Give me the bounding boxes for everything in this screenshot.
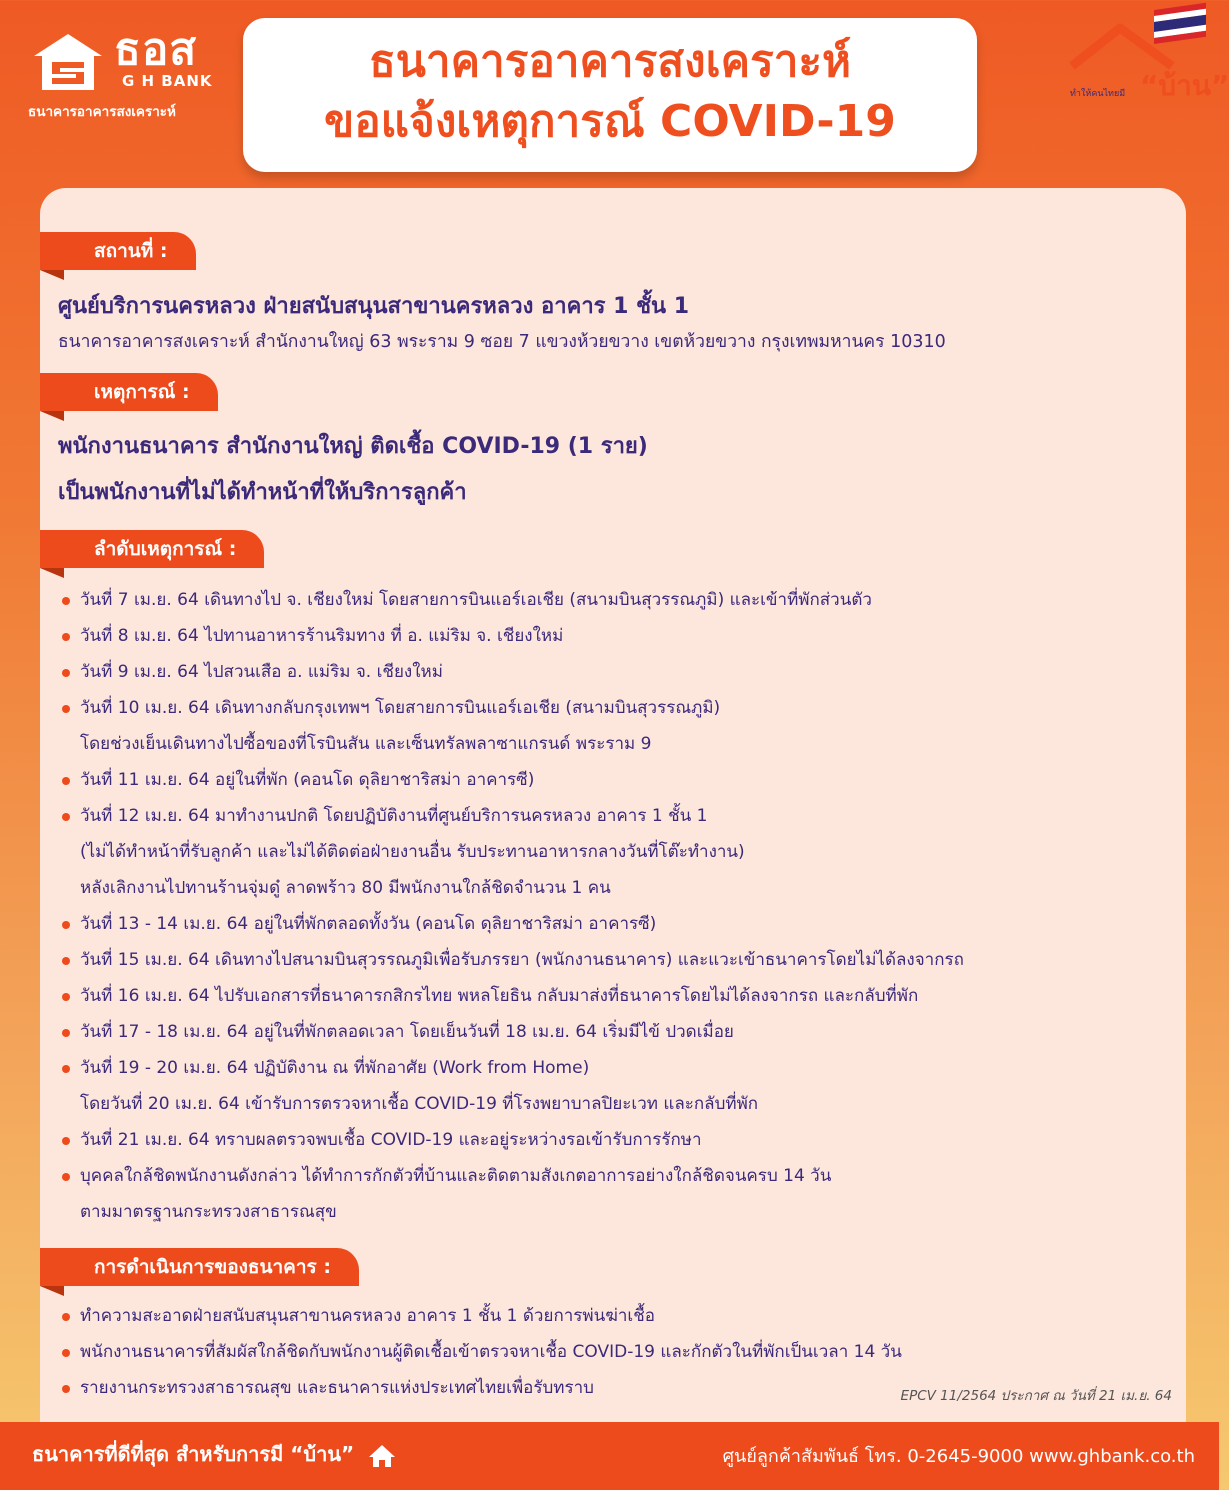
actions-list xyxy=(60,1298,902,1406)
page-title: ธนาคารอาคารสงเคราะห์ xyxy=(368,36,852,87)
logo-english: G H BANK xyxy=(122,72,213,90)
slogan-big: “บ้าน” xyxy=(1140,69,1229,102)
ghbank-logo-icon xyxy=(32,32,104,92)
list-item: ทำความสะอาดฝ่ายสนับสนุนสาขานครหลวง อาคาร 1 ชั้น 1 ด้วยการพ่นฆ่าเชื้อ xyxy=(60,1298,902,1334)
list-item: วันที่ 8 เม.ย. 64 ไปทานอาหารร้านริมทาง ที่ อ. แม่ริม จ. เชียงใหม่ xyxy=(60,618,964,654)
list-item: วันที่ 10 เม.ย. 64 เดินทางกลับกรุงเทพฯ โดยสายการบินแอร์เอเชีย (สนามบินสุวรรณภูมิ) โดยช่วงเย็นเดินทางไปซื้อของที่โรบินสัน และเซ็นทรัลพลาซาแกรนด์ พระราม 9 xyxy=(60,690,964,762)
footer xyxy=(0,1422,1219,1490)
list-item: วันที่ 19 - 20 เม.ย. 64 ปฏิบัติงาน ณ ที่พักอาศัย (Work from Home) โดยวันที่ 20 เม.ย. 64 เข้ารับการตรวจหาเชื้อ COVID-19 ที่โรงพยาบาลปิยะเวท และกลับที่พัก xyxy=(60,1050,964,1122)
content-card xyxy=(40,188,1186,1422)
location-address: ธนาคารอาคารสงเคราะห์ สำนักงานใหญ่ 63 พระราม 9 ซอย 7 แขวงห้วยขวาง เขตห้วยขวาง กรุงเทพมหานคร 10310 xyxy=(58,332,946,352)
list-item: วันที่ 21 เม.ย. 64 ทราบผลตรวจพบเชื้อ COVID-19 และอยู่ระหว่างรอเข้ารับการรักษา xyxy=(60,1122,964,1158)
list-item: รายงานกระทรวงสาธารณสุข และธนาคารแห่งประเทศไทยเพื่อรับทราบ xyxy=(60,1370,902,1406)
list-item: บุคคลใกล้ชิดพนักงานดังกล่าว ได้ทำการกักตัวที่บ้านและติดตามสังเกตอาการอย่างใกล้ชิดจนครบ 14 วัน ตามมาตรฐานกระทรวงสาธารณสุข xyxy=(60,1158,964,1230)
page-subtitle: ขอแจ้งเหตุการณ์ COVID-19 xyxy=(324,96,896,147)
footer-contact: ศูนย์ลูกค้าสัมพันธ์ โทร. 0-2645-9000 www.ghbank.co.th xyxy=(722,1446,1195,1467)
event-tag: เหตุการณ์ : xyxy=(64,373,218,411)
list-item: วันที่ 9 เม.ย. 64 ไปสวนเสือ อ. แม่ริม จ. เชียงใหม่ xyxy=(60,654,964,690)
slogan-logo xyxy=(1062,6,1229,110)
list-item: วันที่ 7 เม.ย. 64 เดินทางไป จ. เชียงใหม่ โดยสายการบินแอร์เอเชีย (สนามบินสุวรรณภูมิ) และเข้าที่พักส่วนตัว xyxy=(60,582,964,618)
location-tag: สถานที่ : xyxy=(64,232,196,270)
location-title: ศูนย์บริการนครหลวง ฝ่ายสนับสนุนสาขานครหลวง อาคาร 1 ชั้น 1 xyxy=(58,294,690,319)
logo-wordmark: ธอส xyxy=(114,24,198,75)
ghbank-logo xyxy=(22,20,232,120)
list-item: วันที่ 12 เม.ย. 64 มาทำงานปกติ โดยปฏิบัติงานที่ศูนย์บริการนครหลวง อาคาร 1 ชั้น 1 (ไม่ได้ทำหน้าที่รับลูกค้า และไม่ได้ติดต่อฝ่ายงานอื่น รับประทานอาหารกลางวันที่โต๊ะทำงาน) หลังเลิกงานไปทานร้านจุ่มดู๋ ลาดพร้าว 80 มีพนักงานใกล้ชิดจำนวน 1 คน xyxy=(60,798,964,906)
list-item: วันที่ 15 เม.ย. 64 เดินทางไปสนามบินสุวรรณภูมิเพื่อรับภรรยา (พนักงานธนาคาร) และแวะเข้าธนาคารโดยไม่ได้ลงจากรถ xyxy=(60,942,964,978)
event-line-1: พนักงานธนาคาร สำนักงานใหญ่ ติดเชื้อ COVID-19 (1 ราย) xyxy=(58,434,648,459)
home-icon xyxy=(367,1443,397,1469)
footer-slogan: ธนาคารที่ดีที่สุด สำหรับการมี “บ้าน” xyxy=(32,1438,397,1470)
list-item: วันที่ 16 เม.ย. 64 ไปรับเอกสารที่ธนาคารกสิกรไทย พหลโยธิน กลับมาส่งที่ธนาคารโดยไม่ได้ลงจากรถ และกลับที่พัก xyxy=(60,978,964,1014)
slogan-small: ทำให้คนไทยมี xyxy=(1070,89,1126,99)
title-box xyxy=(243,18,977,172)
list-item: วันที่ 13 - 14 เม.ย. 64 อยู่ในที่พักตลอดทั้งวัน (คอนโด ดุลิยาชาริสม่า อาคารซี) xyxy=(60,906,964,942)
event-line-2: เป็นพนักงานที่ไม่ได้ทำหน้าที่ให้บริการลูกค้า xyxy=(58,480,467,505)
timeline-list xyxy=(60,582,964,1230)
list-item: วันที่ 17 - 18 เม.ย. 64 อยู่ในที่พักตลอดเวลา โดยเย็นวันที่ 18 เม.ย. 64 เริ่มมีไข้ ปวดเมื่อย xyxy=(60,1014,964,1050)
logo-subtitle: ธนาคารอาคารสงเคราะห์ xyxy=(28,104,176,120)
actions-tag: การดำเนินการของธนาคาร : xyxy=(64,1248,359,1286)
timeline-tag: ลำดับเหตุการณ์ : xyxy=(64,530,264,568)
list-item: พนักงานธนาคารที่สัมผัสใกล้ชิดกับพนักงานผู้ติดเชื้อเข้าตรวจหาเชื้อ COVID-19 และกักตัวในที่พักเป็นเวลา 14 วัน xyxy=(60,1334,902,1370)
list-item: วันที่ 11 เม.ย. 64 อยู่ในที่พัก (คอนโด ดุลิยาชาริสม่า อาคารซี) xyxy=(60,762,964,798)
announcement-note: EPCV 11/2564 ประกาศ ณ วันที่ 21 เม.ย. 64 xyxy=(900,1388,1172,1404)
